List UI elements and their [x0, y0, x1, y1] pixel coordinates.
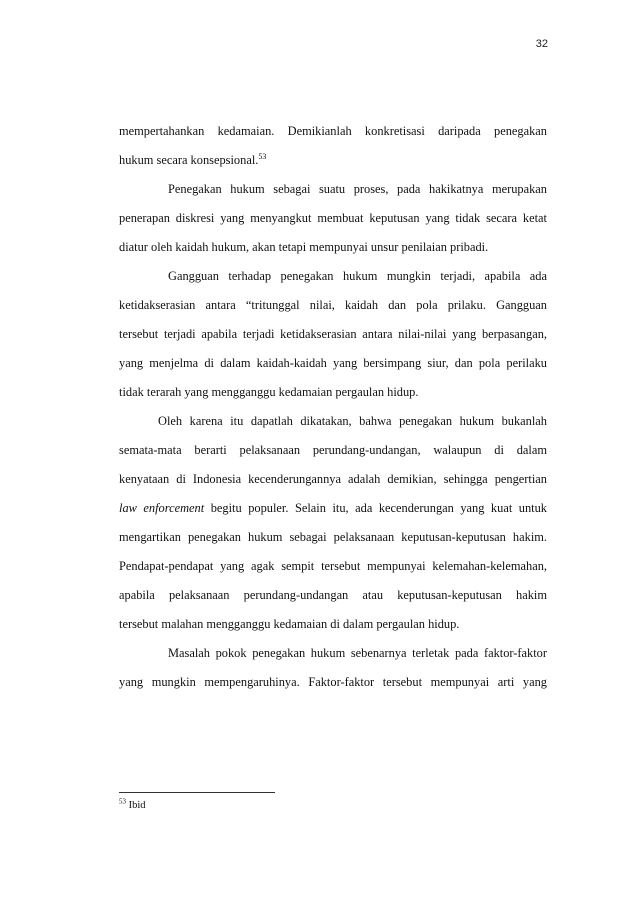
text-line: tersebut malahan mengganggu kedamaian di dalam pergaulan hidup.	[119, 617, 460, 631]
page-number: 32	[535, 38, 548, 50]
text-line: tidak terarah yang mengganggu kedamaian pergaulan hidup.	[119, 385, 419, 399]
text-line: yang mungkin mempengaruhinya. Faktor-faktor tersebut mempunyai arti yang	[119, 675, 547, 689]
text-line: semata-mata berarti pelaksanaan perundang-undangan, walaupun di dalam	[119, 443, 547, 457]
text-line: diatur oleh kaidah hukum, akan tetapi mempunyai unsur penilaian pribadi.	[119, 240, 489, 254]
footnote-separator	[119, 792, 275, 793]
text-line: mengartikan penegakan hukum sebagai pelaksanaan keputusan-keputusan hakim.	[119, 530, 547, 544]
paragraph-first-line: Penegakan hukum sebagai suatu proses, pada hakikatnya merupakan	[168, 182, 547, 196]
paragraph-first-line: Masalah pokok penegakan hukum sebenarnya terletak pada faktor-faktor	[168, 646, 547, 660]
footnote-text: Ibid	[126, 800, 146, 811]
paragraph-first-line: Gangguan terhadap penegakan hukum mungkin terjadi, apabila ada	[168, 269, 547, 283]
text-span: hukum secara konsepsional.	[119, 153, 259, 167]
footnote	[119, 799, 146, 813]
text-line	[119, 152, 547, 168]
text-line: ketidakserasian antara “tritunggal nilai, kaidah dan pola prilaku. Gangguan	[119, 298, 547, 312]
text-line: tersebut terjadi apabila terjadi ketidakserasian antara nilai-nilai yang berpasangan,	[119, 327, 547, 341]
text-line: yang menjelma di dalam kaidah-kaidah yang bersimpang siur, dan pola perilaku	[119, 356, 547, 370]
text-line	[119, 500, 547, 516]
text-line: apabila pelaksanaan perundang-undangan atau keputusan-keputusan hakim	[119, 588, 547, 602]
text-line: Pendapat-pendapat yang agak sempit tersebut mempunyai kelemahan-kelemahan,	[119, 559, 547, 573]
italic-term: law enforcement	[119, 501, 205, 515]
text-span: begitu populer. Selain itu, ada kecenderungan yang kuat untuk	[204, 501, 548, 515]
text-line: kenyataan di Indonesia kecenderungannya adalah demikian, sehingga pengertian	[119, 472, 547, 486]
text-line: mempertahankan kedamaian. Demikianlah konkretisasi daripada penegakan	[119, 124, 547, 138]
paragraph-first-line: Oleh karena itu dapatlah dikatakan, bahwa penegakan hukum bukanlah	[158, 414, 547, 428]
footnote-reference: 53	[258, 151, 267, 161]
footnote-number: 53	[119, 797, 126, 806]
text-line: penerapan diskresi yang menyangkut membuat keputusan yang tidak secara ketat	[119, 211, 547, 225]
